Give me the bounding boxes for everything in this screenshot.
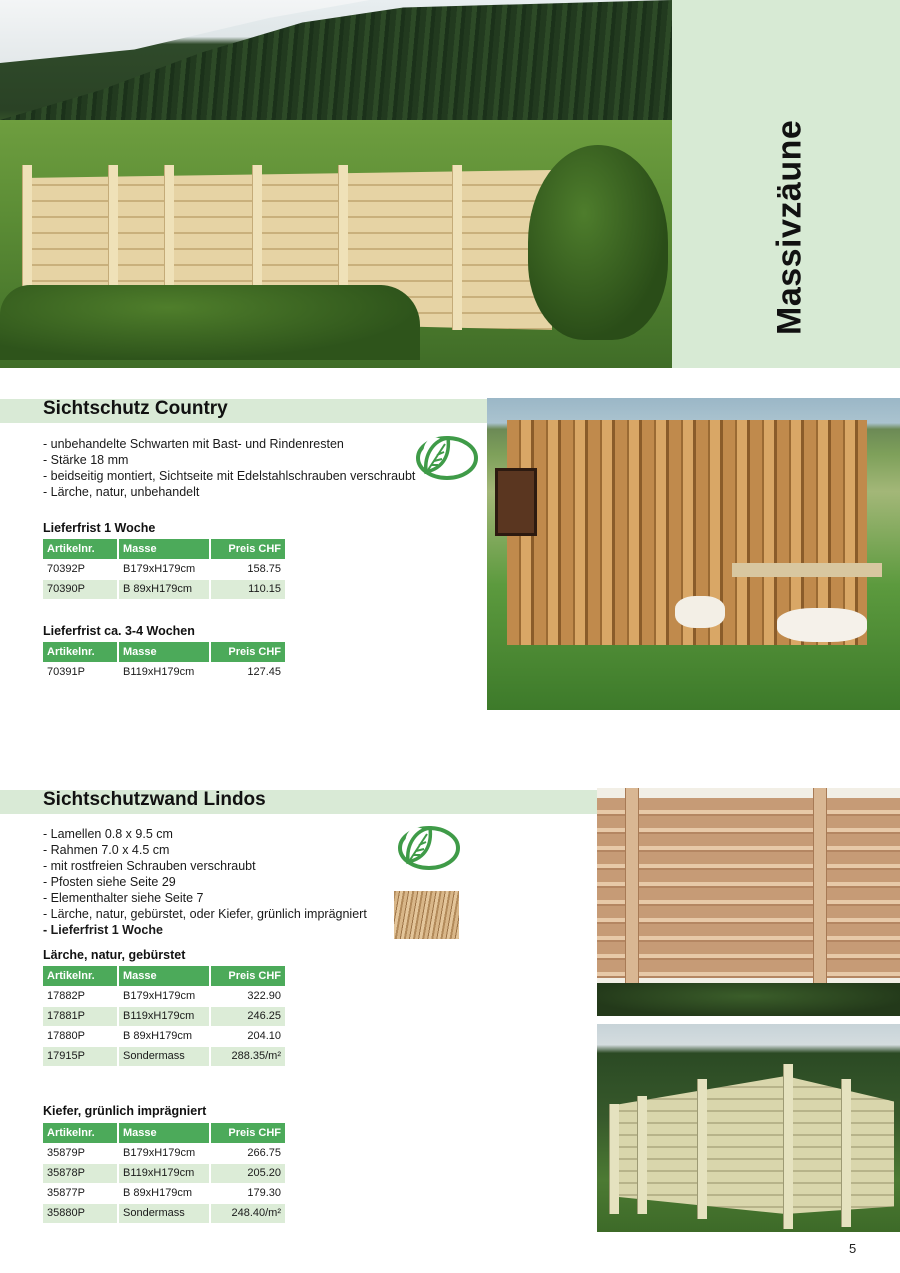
feature-list-country — [43, 436, 415, 500]
price: 204.10 — [210, 1026, 285, 1046]
hedge — [597, 983, 900, 1016]
table-row — [43, 1143, 285, 1163]
category-title: Massivzäune — [770, 119, 809, 335]
dimensions: B179xH179cm — [118, 986, 210, 1006]
dimensions: B 89xH179cm — [118, 1183, 210, 1203]
sheepskin — [777, 608, 867, 642]
feature-item: - unbehandelte Schwarten mit Bast- und Rindenresten — [43, 437, 344, 451]
fence-post — [783, 1064, 793, 1229]
leaf-icon — [412, 432, 478, 484]
article-number: 17880P — [43, 1026, 118, 1046]
dimensions: Sondermass — [118, 1203, 210, 1223]
table-row — [43, 559, 285, 579]
table-row — [43, 986, 285, 1006]
price: 288.35/m² — [210, 1046, 285, 1066]
fence-post — [452, 165, 462, 330]
article-number: 35879P — [43, 1143, 118, 1163]
table-row — [43, 662, 285, 682]
sheepskin — [675, 596, 725, 628]
fence-post — [609, 1104, 619, 1214]
price-table-kiefer — [43, 1123, 285, 1224]
fence-post — [625, 788, 639, 988]
article-number: 70390P — [43, 579, 118, 599]
dimensions: B 89xH179cm — [118, 579, 210, 599]
dimensions: B179xH179cm — [118, 559, 210, 579]
column-header: Preis CHF — [210, 642, 285, 662]
table-header-row — [43, 642, 285, 662]
fence-post — [841, 1079, 851, 1227]
hero-bush — [528, 145, 668, 340]
column-header: Masse — [118, 966, 210, 986]
dimensions: B 89xH179cm — [118, 1026, 210, 1046]
price: 266.75 — [210, 1143, 285, 1163]
table-header-row — [43, 1123, 285, 1143]
price: 110.15 — [210, 579, 285, 599]
fence-panel — [827, 798, 900, 978]
hero-photo-fence-meadow — [0, 0, 672, 368]
article-number: 70391P — [43, 662, 118, 682]
article-number: 35878P — [43, 1163, 118, 1183]
price: 127.45 — [210, 662, 285, 682]
feature-item: - Elementhalter siehe Seite 7 — [43, 891, 204, 905]
page-number: 5 — [849, 1241, 857, 1256]
fence-post — [813, 788, 827, 988]
feature-item: - Lärche, natur, gebürstet, oder Kiefer, grünlich imprägniert — [43, 907, 367, 921]
table-header-row — [43, 539, 285, 559]
price: 322.90 — [210, 986, 285, 1006]
section-title-country: Sichtschutz Country — [43, 398, 228, 419]
feature-item: - Pfosten siehe Seite 29 — [43, 875, 176, 889]
article-number: 17881P — [43, 1006, 118, 1026]
price: 246.25 — [210, 1006, 285, 1026]
price: 158.75 — [210, 559, 285, 579]
feature-item: - Lärche, natur, unbehandelt — [43, 485, 200, 499]
column-header: Masse — [118, 642, 210, 662]
article-number: 17882P — [43, 986, 118, 1006]
table-header-row — [43, 966, 285, 986]
column-header: Preis CHF — [210, 966, 285, 986]
feature-item: - beidseitig montiert, Sichtseite mit Edelstahlschrauben verschraubt — [43, 469, 416, 483]
column-header: Artikelnr. — [43, 966, 118, 986]
price: 248.40/m² — [210, 1203, 285, 1223]
fence-post — [697, 1079, 707, 1219]
price: 179.30 — [210, 1183, 285, 1203]
wood-texture-swatch — [394, 891, 459, 939]
table-row — [43, 1163, 285, 1183]
subhead-delivery-1: Lieferfrist 1 Woche — [43, 521, 156, 535]
subhead-laerche: Lärche, natur, gebürstet — [43, 948, 186, 962]
dimensions: B119xH179cm — [118, 1006, 210, 1026]
table-row — [43, 579, 285, 599]
column-header: Artikelnr. — [43, 642, 118, 662]
section-title-lindos: Sichtschutzwand Lindos — [43, 789, 266, 810]
column-header: Preis CHF — [210, 539, 285, 559]
article-number: 35877P — [43, 1183, 118, 1203]
dimensions: B179xH179cm — [118, 1143, 210, 1163]
photo-lindos-larch — [597, 788, 900, 1016]
feature-item: - mit rostfreien Schrauben verschraubt — [43, 859, 256, 873]
column-header: Masse — [118, 539, 210, 559]
subhead-delivery-2: Lieferfrist ca. 3-4 Wochen — [43, 624, 195, 638]
feature-item: - Rahmen 7.0 x 4.5 cm — [43, 843, 170, 857]
table-row — [43, 1026, 285, 1046]
leaf-icon — [394, 822, 460, 874]
fence-post — [637, 1096, 647, 1214]
lantern — [495, 468, 537, 536]
table-row — [43, 1183, 285, 1203]
price-table-laerche — [43, 966, 285, 1067]
column-header: Artikelnr. — [43, 539, 118, 559]
photo-country-fence-garden — [487, 398, 900, 710]
column-header: Artikelnr. — [43, 1123, 118, 1143]
photo-lindos-pine — [597, 1024, 900, 1232]
table-row — [43, 1046, 285, 1066]
feature-item: - Stärke 18 mm — [43, 453, 129, 467]
feature-list-lindos — [43, 826, 367, 938]
article-number: 70392P — [43, 559, 118, 579]
fence-panel — [639, 798, 815, 978]
price-table-country-2 — [43, 642, 285, 683]
dimensions: Sondermass — [118, 1046, 210, 1066]
hero-hedge — [0, 285, 420, 360]
subhead-kiefer: Kiefer, grünlich imprägniert — [43, 1104, 207, 1118]
fence-wall — [609, 1064, 894, 1214]
table-row — [43, 1006, 285, 1026]
article-number: 35880P — [43, 1203, 118, 1223]
price-table-country-1 — [43, 539, 285, 600]
feature-item: - Lieferfrist 1 Woche — [43, 923, 163, 937]
feature-item: - Lamellen 0.8 x 9.5 cm — [43, 827, 173, 841]
price: 205.20 — [210, 1163, 285, 1183]
dimensions: B119xH179cm — [118, 1163, 210, 1183]
fence-panel — [597, 798, 627, 978]
article-number: 17915P — [43, 1046, 118, 1066]
table-row — [43, 1203, 285, 1223]
garden-table — [732, 563, 882, 577]
column-header: Preis CHF — [210, 1123, 285, 1143]
dimensions: B119xH179cm — [118, 662, 210, 682]
column-header: Masse — [118, 1123, 210, 1143]
